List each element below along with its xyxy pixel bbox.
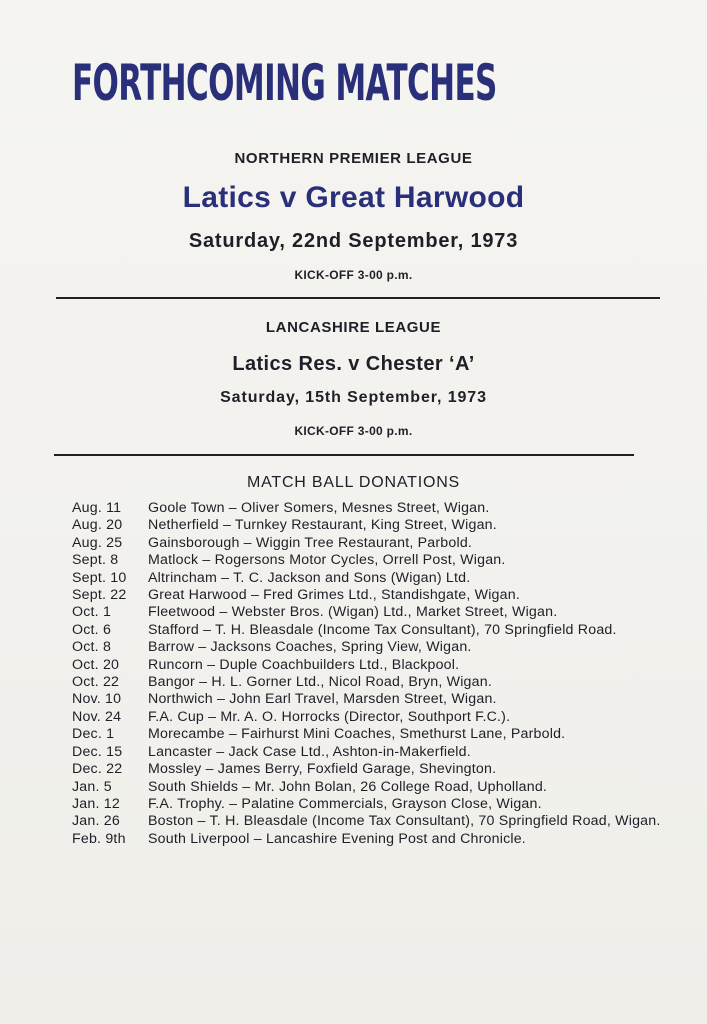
first-team-fixture: Latics v Great Harwood	[182, 181, 525, 214]
donation-date: Sept. 8	[72, 552, 119, 569]
donation-date: Feb. 9th	[72, 830, 126, 847]
list-item	[72, 674, 672, 691]
list-item	[72, 796, 672, 813]
list-item	[72, 517, 672, 534]
list-item	[72, 831, 672, 848]
donation-date: Aug. 20	[72, 517, 123, 534]
donation-text: Great Harwood – Fred Grimes Ltd., Standishgate, Wigan.	[148, 587, 520, 604]
reserves-fixture: Latics Res. v Chester ‘A’	[232, 353, 475, 375]
list-item	[72, 691, 672, 708]
reserves-date: Saturday, 15th September, 1973	[220, 389, 487, 406]
donation-text: Morecambe – Fairhurst Mini Coaches, Smethurst Lane, Parbold.	[148, 726, 566, 743]
donations-list	[72, 500, 672, 848]
list-item	[72, 813, 672, 830]
donation-date: Nov. 10	[72, 691, 122, 708]
reserves-kickoff: KICK-OFF 3-00 p.m.	[294, 424, 413, 438]
donation-text: Boston – T. H. Bleasdale (Income Tax Consultant), 70 Springfield Road, Wigan.	[148, 813, 661, 830]
donation-text: Matlock – Rogersons Motor Cycles, Orrell Post, Wigan.	[148, 552, 506, 569]
list-item	[72, 570, 672, 587]
list-item	[72, 709, 672, 726]
donation-text: F.A. Trophy. – Palatine Commercials, Grayson Close, Wigan.	[148, 795, 542, 812]
donation-date: Oct. 20	[72, 656, 120, 673]
donation-text: Fleetwood – Webster Bros. (Wigan) Ltd., Market Street, Wigan.	[148, 604, 558, 621]
list-item	[72, 726, 672, 743]
donation-text: South Shields – Mr. John Bolan, 26 College Road, Upholland.	[148, 778, 548, 795]
list-item	[72, 587, 672, 604]
list-item	[72, 744, 672, 761]
donation-date: Jan. 5	[72, 778, 112, 795]
donation-date: Sept. 22	[72, 587, 127, 604]
donation-text: Altrincham – T. C. Jackson and Sons (Wigan) Ltd.	[148, 569, 471, 586]
donation-date: Aug. 11	[72, 500, 122, 516]
list-item	[72, 500, 672, 517]
donation-date: Oct. 6	[72, 621, 112, 638]
donation-date: Oct. 1	[72, 604, 112, 621]
donation-date: Nov. 24	[72, 708, 122, 725]
donation-date: Dec. 22	[72, 761, 123, 778]
list-item	[72, 622, 672, 639]
list-item	[72, 535, 672, 552]
reserves-league: LANCASHIRE LEAGUE	[265, 319, 442, 336]
donation-date: Dec. 1	[72, 726, 115, 743]
divider-second	[54, 454, 634, 456]
list-item	[72, 639, 672, 656]
list-item	[72, 657, 672, 674]
donation-text: F.A. Cup – Mr. A. O. Horrocks (Director, Southport F.C.).	[148, 708, 511, 725]
donation-text: Mossley – James Berry, Foxfield Garage, Shevington.	[148, 761, 497, 778]
first-team-date: Saturday, 22nd September, 1973	[188, 230, 519, 252]
divider-first	[56, 297, 660, 299]
donation-text: Netherfield – Turnkey Restaurant, King Street, Wigan.	[148, 517, 497, 534]
donation-text: South Liverpool – Lancashire Evening Post and Chronicle.	[148, 830, 526, 847]
list-item	[72, 779, 672, 796]
donation-text: Barrow – Jacksons Coaches, Spring View, Wigan.	[148, 639, 472, 656]
page-title: FORTHCOMING MATCHES	[72, 54, 497, 112]
donation-date: Oct. 22	[72, 674, 120, 691]
donation-date: Aug. 25	[72, 534, 123, 551]
donation-text: Lancaster – Jack Case Ltd., Ashton-in-Makerfield.	[148, 743, 471, 760]
donation-date: Dec. 15	[72, 743, 123, 760]
donation-text: Northwich – John Earl Travel, Marsden Street, Wigan.	[148, 691, 497, 708]
donation-date: Jan. 26	[72, 813, 120, 830]
list-item	[72, 552, 672, 569]
donation-text: Gainsborough – Wiggin Tree Restaurant, Parbold.	[148, 534, 473, 551]
donation-date: Sept. 10	[72, 569, 127, 586]
donation-text: Stafford – T. H. Bleasdale (Income Tax Consultant), 70 Springfield Road.	[148, 621, 617, 638]
donation-date: Oct. 8	[72, 639, 112, 656]
list-item	[72, 761, 672, 778]
donations-title: MATCH BALL DONATIONS	[246, 474, 461, 491]
donation-text: Bangor – H. L. Gorner Ltd., Nicol Road, Bryn, Wigan.	[148, 674, 492, 691]
donation-date: Jan. 12	[72, 795, 120, 812]
list-item	[72, 604, 672, 621]
donation-text: Runcorn – Duple Coachbuilders Ltd., Blackpool.	[148, 656, 460, 673]
first-team-league: NORTHERN PREMIER LEAGUE	[234, 150, 473, 167]
first-team-kickoff: KICK-OFF 3-00 p.m.	[294, 268, 413, 282]
donation-text: Goole Town – Oliver Somers, Mesnes Street, Wigan.	[148, 500, 490, 516]
